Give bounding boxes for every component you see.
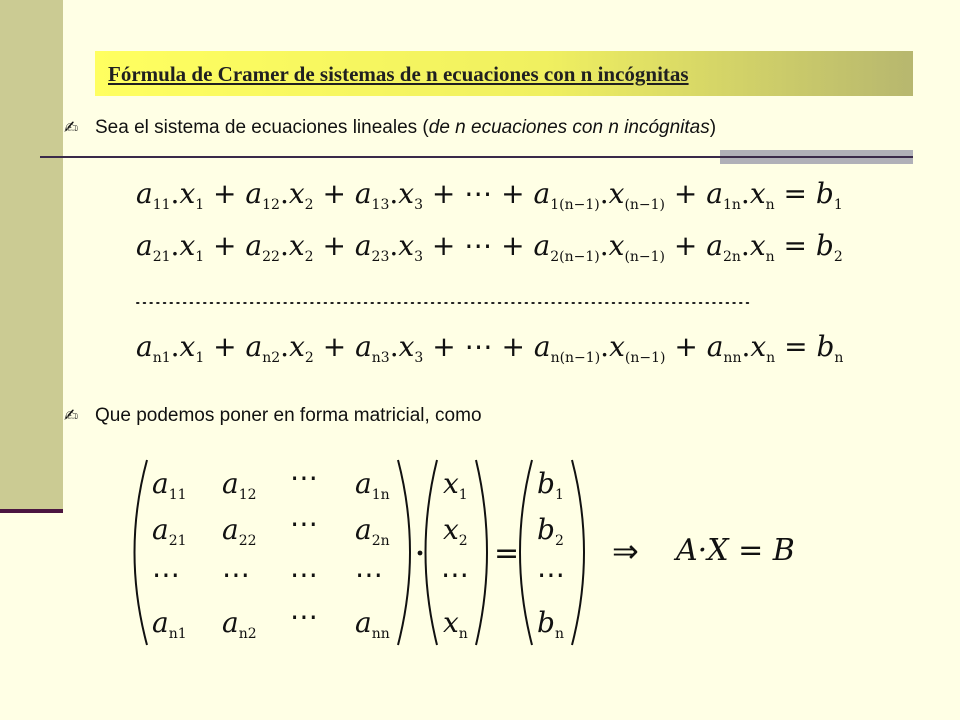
svg-text:b1: $b_1$ bbox=[537, 467, 564, 503]
bullet-italic: de n ecuaciones con n incógnitas bbox=[428, 117, 710, 138]
matrix-a bbox=[135, 460, 411, 645]
svg-text:x2: $x_2$ bbox=[443, 513, 468, 549]
svg-text:⋯: ⋯ bbox=[290, 507, 318, 540]
svg-text:⋯: ⋯ bbox=[152, 558, 180, 591]
svg-text:an1.x1 + an2.x2 + an3.x3 + ⋯ +: $a_{n1}.x_1 + a_{n2}.x_2 + a_{n3}.x_3$ + ⋯ + $a_{n(n-1)}.x_{(n-1)} + a_{nn}.x_n = b_n$ bbox=[136, 330, 844, 366]
svg-text:a22: $a_{22}$ bbox=[222, 513, 257, 549]
svg-text:a21: $a_{21}$ bbox=[152, 513, 187, 549]
svg-text:x1: $x_1$ bbox=[443, 467, 468, 503]
svg-text:ann: $a_{nn}$ bbox=[355, 606, 390, 642]
matrix-equation-result: A·X = B bbox=[676, 533, 795, 568]
svg-text:a21.x1 + a22.x2 + a23.x3 + ⋯ +: $a_{21}.x_1 + a_{22}.x_2 + a_{23}.x_3$ + ⋯ + $a_{2(n-1)}.x_{(n-1)} + a_{2n}.x_n = b_2$ bbox=[136, 229, 843, 265]
pencil-icon: ✍ bbox=[64, 406, 79, 426]
svg-text:⋯: ⋯ bbox=[441, 558, 469, 591]
equation-row-2 bbox=[136, 229, 843, 265]
svg-text:⋯: ⋯ bbox=[290, 461, 318, 494]
svg-text:b2: $b_2$ bbox=[537, 513, 564, 549]
svg-text:an1: $a_{n1}$ bbox=[152, 606, 187, 642]
implies-arrow: ⇒ bbox=[612, 532, 639, 570]
svg-text:a2n: $a_{2n}$ bbox=[355, 513, 390, 549]
equation-row-1 bbox=[136, 177, 843, 213]
bullet-suffix: ) bbox=[709, 117, 717, 138]
svg-text:⋯: ⋯ bbox=[290, 558, 318, 591]
svg-text:⋯: ⋯ bbox=[537, 558, 565, 591]
pencil-icon: ✍ bbox=[64, 118, 79, 138]
dot-operator bbox=[418, 551, 423, 556]
svg-text:a12: $a_{12}$ bbox=[222, 467, 257, 503]
svg-text:⋯: ⋯ bbox=[355, 558, 383, 591]
equation-row-n bbox=[136, 330, 843, 366]
svg-text:a11.x1 + a12.x2 + a13.x3 + ⋯ +: $a_{11}.x_1 + a_{12}.x_2 + a_{13}.x_3$ + ⋯ + $a_{1(n-1)}.x_{(n-1)} + a_{1n}.x_n = b_1$ bbox=[136, 177, 843, 213]
svg-text:an2: $a_{n2}$ bbox=[222, 606, 257, 642]
svg-text:bn: $b_n$ bbox=[537, 606, 564, 642]
svg-text:a1n: $a_{1n}$ bbox=[355, 467, 390, 503]
slide-title: Fórmula de Cramer de sistemas de n ecuaciones con n incógnitas bbox=[108, 62, 689, 86]
vector-x bbox=[426, 460, 488, 645]
svg-text:⋯: ⋯ bbox=[222, 558, 250, 591]
svg-text:xn: $x_n$ bbox=[443, 606, 468, 642]
svg-text:⋯: ⋯ bbox=[290, 600, 318, 633]
bullet-text: Que podemos poner en forma matricial, como bbox=[95, 405, 482, 426]
vector-b bbox=[520, 460, 584, 645]
svg-text:a11: $a_{11}$ bbox=[152, 467, 187, 503]
equals-sign: = bbox=[494, 536, 520, 571]
bullet-prefix: Sea el sistema de ecuaciones lineales ( bbox=[95, 117, 429, 138]
